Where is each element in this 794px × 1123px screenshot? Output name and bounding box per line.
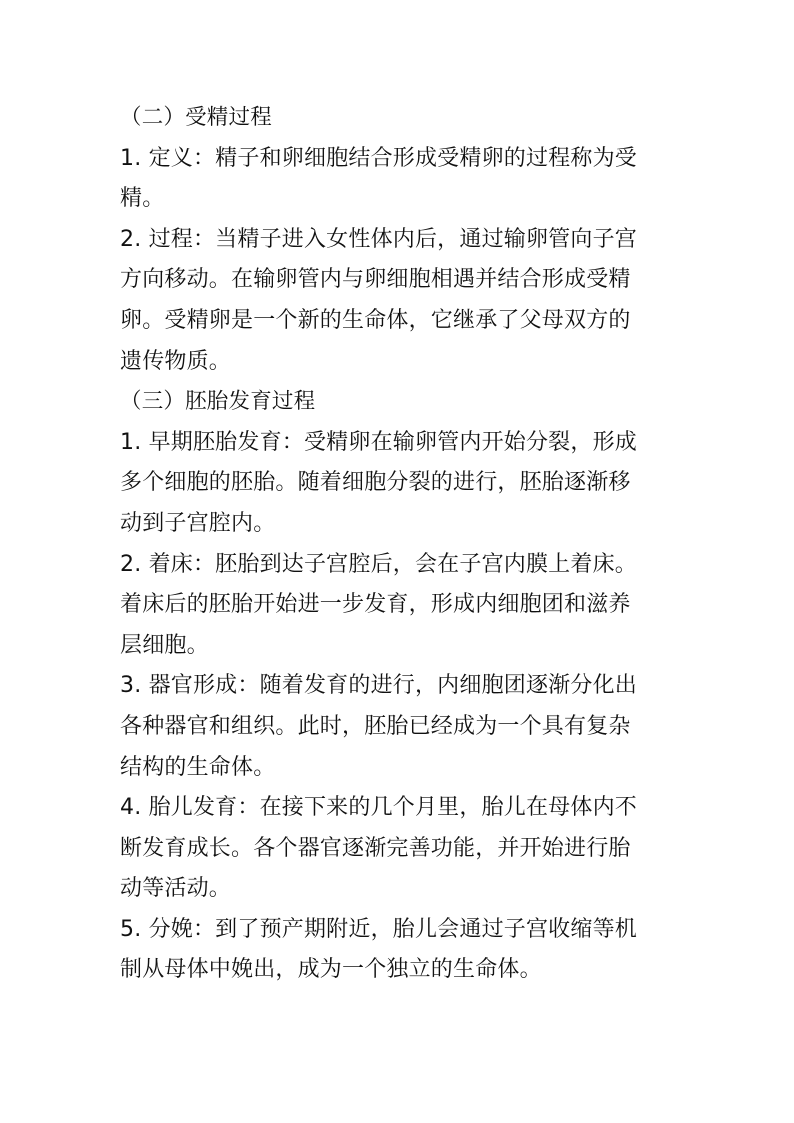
- paragraph-line: 遗传物质。: [120, 348, 232, 374]
- paragraph-line: 动到子宫腔内。: [120, 510, 276, 536]
- paragraph-line: 各种器官和组织。此时，胚胎已经成为一个具有复杂: [120, 713, 631, 739]
- paragraph-line: 卵。受精卵是一个新的生命体，它继承了父母双方的: [120, 307, 631, 333]
- paragraph-line: 结构的生命体。: [120, 754, 276, 780]
- paragraph-line: 制从母体中娩出，成为一个独立的生命体。: [120, 957, 542, 983]
- paragraph-line: 方向移动。在输卵管内与卵细胞相遇并结合形成受精: [120, 267, 631, 293]
- document-body: [120, 98, 695, 991]
- paragraph-line: 动等活动。: [120, 876, 232, 902]
- section-heading-fertilization: （二）受精过程: [120, 105, 272, 130]
- paragraph-line: 1. 早期胚胎发育：受精卵在输卵管内开始分裂，形成: [120, 429, 637, 455]
- paragraph-line: 多个细胞的胚胎。随着细胞分裂的进行，胚胎逐渐移: [120, 470, 631, 496]
- paragraph-line: 精。: [120, 186, 165, 212]
- paragraph-line: 层细胞。: [120, 632, 209, 658]
- paragraph-line: 2. 过程：当精子进入女性体内后，通过输卵管向子宫: [120, 226, 637, 252]
- paragraph-line: 5. 分娩：到了预产期附近，胎儿会通过子宫收缩等机: [120, 916, 637, 942]
- paragraph-line: 1. 定义：精子和卵细胞结合形成受精卵的过程称为受: [120, 145, 637, 171]
- paragraph-line: 2. 着床：胚胎到达子宫腔后，会在子宫内膜上着床。: [120, 551, 637, 577]
- paragraph-line: 3. 器官形成：随着发育的进行，内细胞团逐渐分化出: [120, 673, 637, 699]
- paragraph-line: 断发育成长。各个器官逐渐完善功能，并开始进行胎: [120, 835, 631, 861]
- paragraph-line: 4. 胎儿发育：在接下来的几个月里，胎儿在母体内不: [120, 795, 637, 821]
- paragraph-line: 着床后的胚胎开始进一步发育，形成内细胞团和滋养: [120, 592, 631, 618]
- section-heading-embryo-development: （三）胚胎发育过程: [120, 389, 316, 415]
